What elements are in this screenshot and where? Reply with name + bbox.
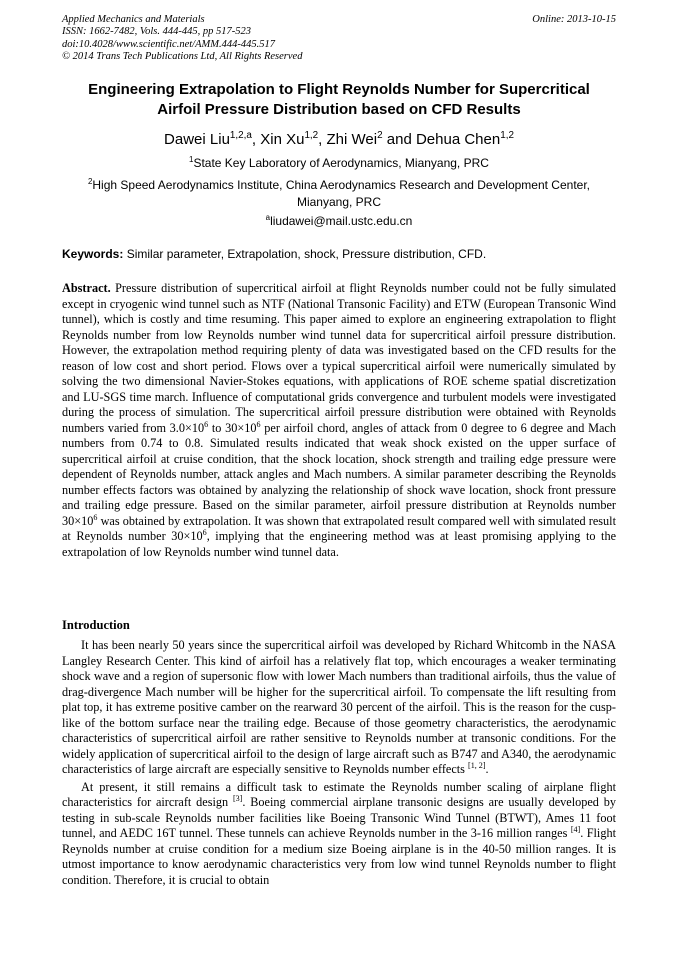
abstract-text: , implying that the engineering method was at least promising applying to the extrapolation of low Reynolds number wind tunnel data.	[62, 529, 616, 559]
journal-copyright: © 2014 Trans Tech Publications Ltd, All Rights Reserved	[62, 51, 303, 63]
abstract	[62, 281, 616, 560]
citation[interactable]: [4]	[570, 824, 581, 834]
affiliation-text: Mianyang, PRC	[296, 194, 382, 209]
introduction-body	[62, 638, 616, 888]
exponent: 6	[204, 419, 209, 429]
paragraph	[62, 780, 616, 889]
email-mark: a	[265, 213, 271, 222]
paragraph-text: . Flight Reynolds number at cruise condition for a medium size Boeing airplane is in the 40-50 million ranges. It is utmost importance to know aerodynamic characteristics very from low wind tunnel Reynolds number to flight condition. Therefore, it is crucial to obtain	[62, 826, 616, 887]
paragraph-text: . Boeing commercial airplane transonic designs are usually developed by testing in sub-scale Reynolds number facilities like Boeing Transonic Wind Tunnel (BTWT), Ames 11 foot tunnel, and AEDC 16T tunnel. These tunnels can achieve Reynolds number in the 3-16 million ranges	[62, 795, 616, 840]
title-line-1: Engineering Extrapolation to Flight Reynolds Number for Supercritical	[88, 81, 590, 98]
exponent: 6	[93, 512, 98, 522]
paragraph-text: It has been nearly 50 years since the supercritical airfoil was developed by Richard Whitcomb in the NASA Langley Research Center. This kind of airfoil has a relatively flat top, which encourages a weaker terminating shock wave and a region of supersonic flow with lower Mach numbers than traditional airfoils, thus the value of drag-divergence Mach number will be higher for the supercritical airfoil. To compensate the lift resulting from plat top, it has extreme positive camber on the rearward 30 percent of the airfoil. This is the reason for the cusp-like of the bottom surface near the trailing edge. Because of those geometry characteristics, the aerodynamic characteristics of supercritical airfoil are rather sensitive to Reynolds number at transonic conditions. For the widely application of supercritical airfoil to the design of large aircraft such as B747 and A340, the aerodynamic characteristics of large aircraft are especially sensitive to Reynolds number effects	[62, 638, 616, 776]
author-separator: and	[382, 131, 416, 148]
title-line-2: Airfoil Pressure Distribution based on CFD Results	[157, 101, 521, 118]
citation[interactable]: [1, 2]	[468, 760, 486, 770]
exponent: 6	[202, 527, 207, 537]
keywords	[62, 246, 616, 262]
author-email[interactable]	[62, 213, 616, 230]
affiliation-text: High Speed Aerodynamics Institute, China Aerodynamics Research and Development Center,	[92, 178, 590, 192]
affiliation-1	[62, 155, 616, 172]
section-heading-introduction: Introduction	[62, 618, 130, 632]
paragraph-text: At present, it still remains a difficult task to estimate the Reynolds number scaling of airplane flight characteristics for aircraft design	[62, 779, 616, 809]
paper-title	[62, 80, 616, 120]
author-name: Zhi Wei	[326, 131, 378, 148]
journal-doi: doi:10.4028/www.scientific.net/AMM.444-445.517	[62, 38, 275, 50]
author-list	[62, 130, 616, 150]
paragraph-text: .	[485, 762, 489, 776]
online-date: Online: 2013-10-15	[532, 14, 616, 25]
author-affiliation-mark: 1,2	[500, 130, 514, 141]
abstract-label: Abstract.	[62, 281, 111, 295]
keywords-text: Similar parameter, Extrapolation, shock, Pressure distribution, CFD.	[123, 247, 487, 261]
author-separator: ,	[251, 131, 261, 148]
author-name: Xin Xu	[260, 131, 305, 148]
journal-info	[62, 14, 302, 64]
citation[interactable]: [3]	[232, 793, 243, 803]
author-affiliation-mark: 1,2	[304, 130, 319, 141]
abstract-text: per airfoil chord, angles of attack from 0 degree to 6 degree and Mach numbers from 0.74 to 0.8. Simulated results indicated that weak shock existed on the upper surface of supercritical airfoil at cruise condition, that the shock location, shock strength and trailing edge pressure were dependent of Reynolds number, attack angles and Mach numbers. A similar parameter describing the Reynolds number effects factors was obtained by analyzing the relationship of shock wave location, shock front pressure and trailing edge pressure. Based on the similar parameter, airfoil pressure distribution at Reynolds number 30×10	[62, 420, 616, 528]
affiliation-2	[62, 177, 616, 210]
abstract-text: Pressure distribution of supercritical airfoil at flight Reynolds number could not be fully simulated except in cryogenic wind tunnel such as NTF (National Transonic Facility) and ETW (European Transonic Wind tunnel), which is costly and time resuming. This paper aimed to explore an engineering extrapolation to flight Reynolds number from low Reynolds number wind tunnel data for supercritical airfoil pressure distribution. However, the extrapolation method requiring plenty of data was investigated based on the CFD results for the reason of low cost and short period. Flows over a typical supercritical airfoil were numerically simulated by solving the two dimensional Navier-Stokes equations, with applications of ROE scheme spatial discretization and LU-SGS time march. Influence of computational grids convergence and turbulent models were investigated during the process of simulation. The supercritical airfoil pressure distribution were obtained with Reynolds numbers varied from 3.0×10	[62, 281, 616, 435]
affiliation-text: State Key Laboratory of Aerodynamics, Mianyang, PRC	[193, 156, 489, 170]
journal-issn: ISSN: 1662-7482, Vols. 444-445, pp 517-523	[62, 26, 251, 38]
author-separator: ,	[318, 131, 327, 148]
journal-name: Applied Mechanics and Materials	[62, 14, 205, 25]
author-name: Dehua Chen	[415, 131, 501, 148]
abstract-text: to 30×10	[208, 420, 257, 435]
author-affiliation-mark: 1,2,a	[229, 130, 252, 141]
affiliation-mark: 2	[87, 177, 93, 186]
author-affiliation-mark: 2	[377, 130, 383, 141]
email-address[interactable]: liudawei@mail.ustc.edu.cn	[270, 214, 413, 228]
author-name: Dawei Liu	[164, 131, 230, 148]
affiliation-mark: 1	[189, 155, 194, 164]
abstract-text: was obtained by extrapolation. It was shown that extrapolated result compared well with simulated result at Reynolds number 30×10	[62, 513, 616, 543]
keywords-label: Keywords:	[62, 247, 124, 261]
paragraph	[62, 638, 616, 778]
journal-header	[62, 14, 616, 64]
exponent: 6	[256, 419, 261, 429]
